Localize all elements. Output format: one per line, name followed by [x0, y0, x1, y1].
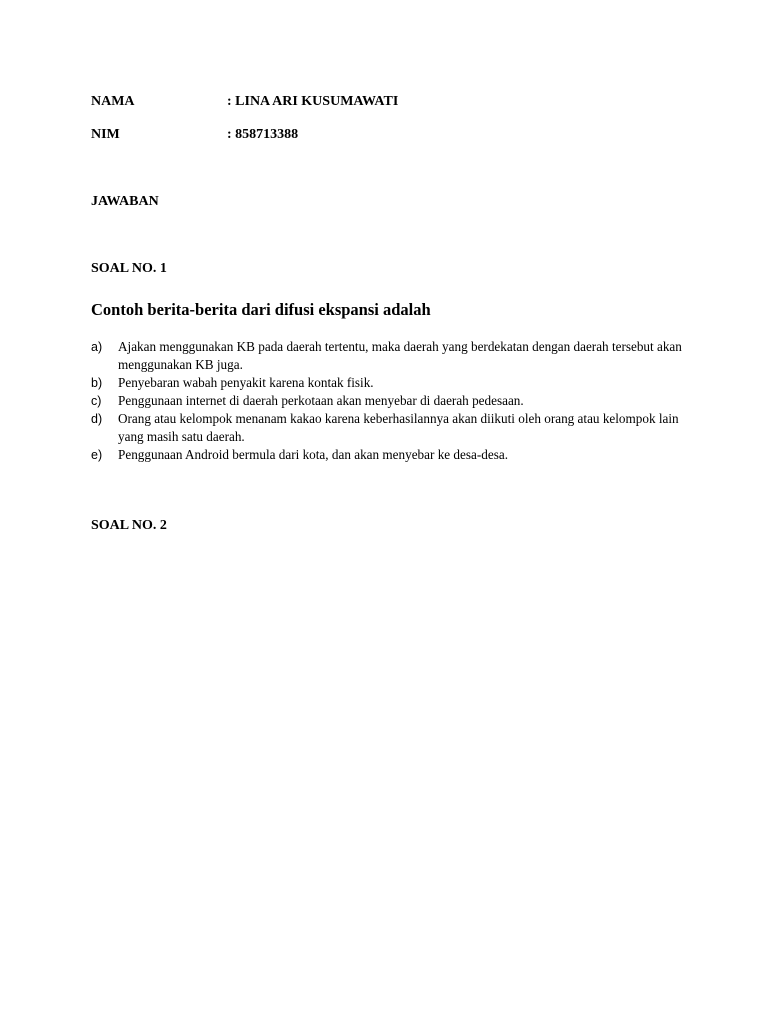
answer-item-a [91, 338, 691, 374]
answer-text: Penyebaran wabah penyakit karena kontak fisik. [118, 375, 374, 390]
answer-marker: a) [91, 340, 103, 354]
answer-text: Orang atau kelompok menanam kakao karena keberhasilannya akan diikuti oleh orang atau kelompok lain yang masih satu daerah. [118, 411, 679, 444]
answer-marker: e) [91, 448, 103, 462]
answer-marker: d) [91, 412, 103, 426]
soal-1-answer-list [91, 338, 691, 464]
answer-marker: c) [91, 394, 102, 408]
answer-item-b [91, 374, 691, 392]
answer-item-d [91, 410, 691, 446]
nim-label: NIM [91, 127, 120, 142]
answer-text: Penggunaan Android bermula dari kota, dan akan menyebar ke desa-desa. [118, 447, 508, 462]
nama-row [91, 94, 398, 112]
soal-1-question: Contoh berita-berita dari difusi ekspansi adalah [91, 300, 431, 319]
answer-text: Ajakan menggunakan KB pada daerah tertentu, maka daerah yang berdekatan dengan daerah tersebut akan menggunakan KB juga. [118, 339, 682, 372]
answer-item-c [91, 392, 691, 410]
soal-1-heading: SOAL NO. 1 [91, 261, 167, 276]
jawaban-heading: JAWABAN [91, 194, 159, 209]
nama-label: NAMA [91, 94, 135, 109]
nim-row [91, 127, 298, 145]
nama-value: : LINA ARI KUSUMAWATI [227, 94, 399, 109]
answer-marker: b) [91, 376, 103, 390]
answer-item-e [91, 446, 691, 464]
soal-2-heading: SOAL NO. 2 [91, 518, 167, 533]
nim-value: : 858713388 [227, 127, 299, 142]
answer-text: Penggunaan internet di daerah perkotaan akan menyebar di daerah pedesaan. [118, 393, 524, 408]
